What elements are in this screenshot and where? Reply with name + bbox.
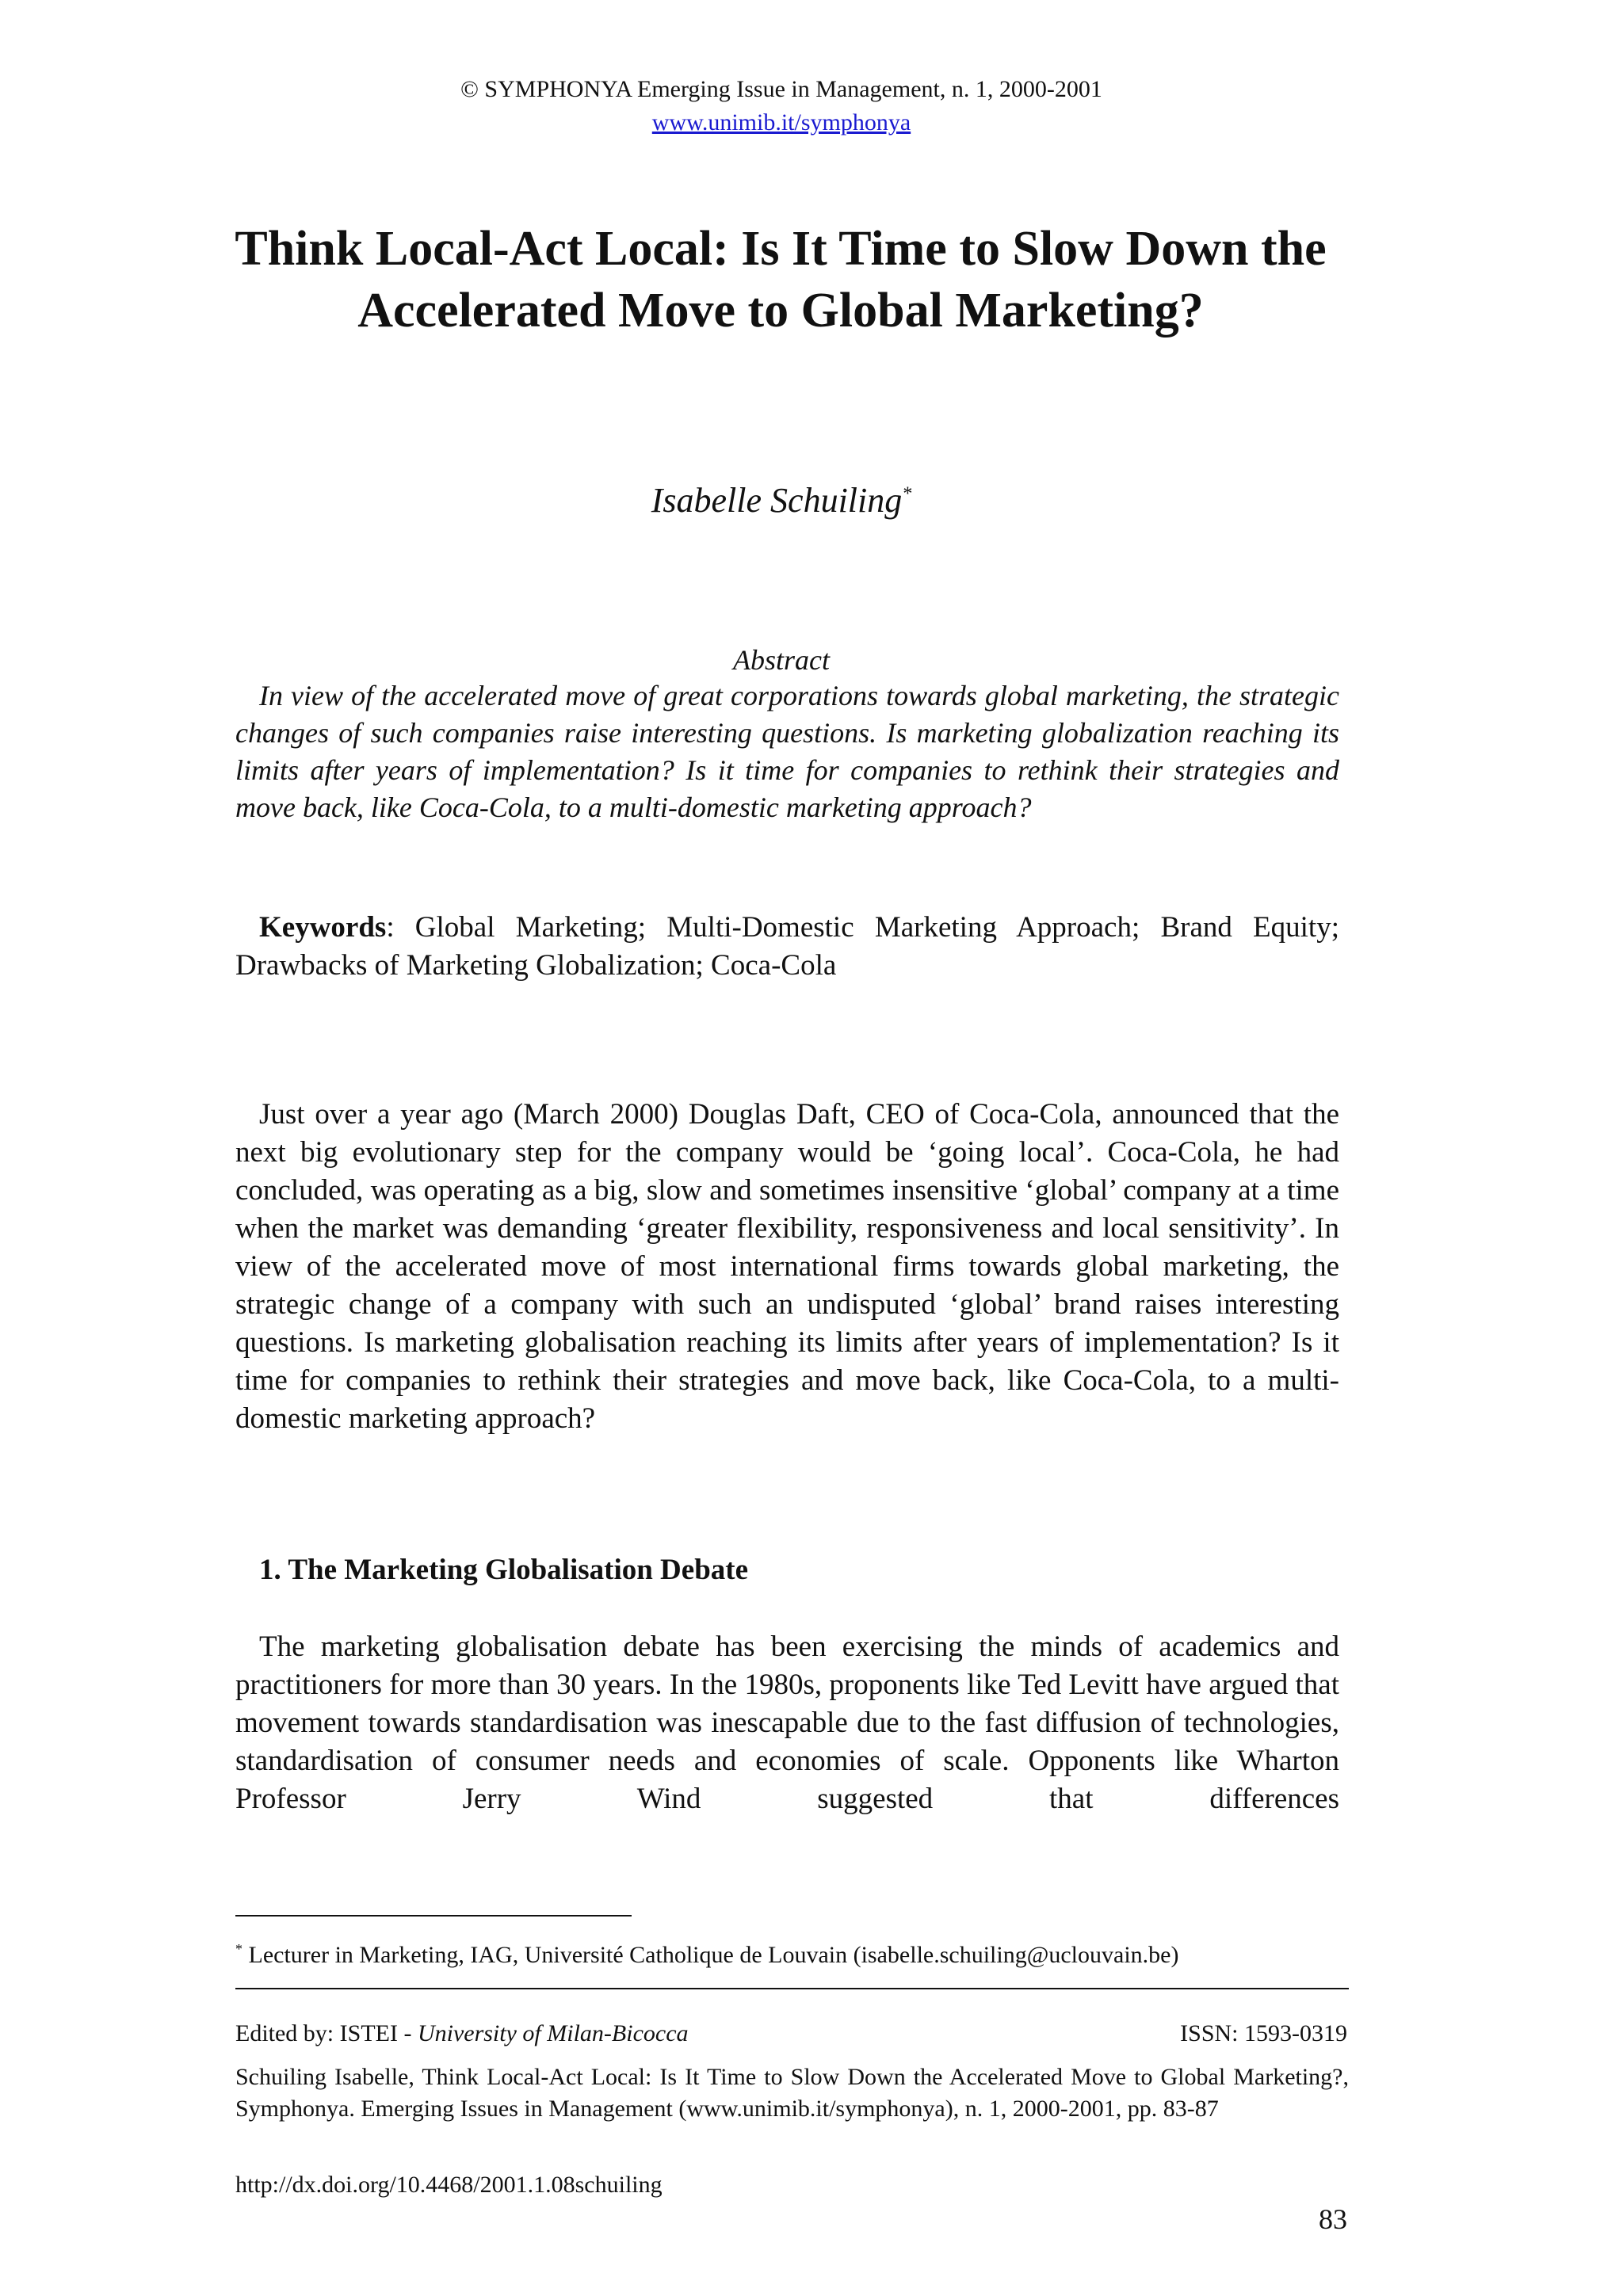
footnote-text: Lecturer in Marketing, IAG, Université Catholique de Louvain (isabelle.schuiling@uclouvain.be) — [248, 1942, 1179, 1968]
author-footnote-mark: * — [902, 483, 912, 505]
keywords-paragraph — [235, 909, 1339, 985]
doi-link[interactable]: http://dx.doi.org/10.4468/2001.1.08schuiling — [235, 2172, 663, 2198]
edited-by-label: Edited by: ISTEI - — [235, 2020, 418, 2046]
article-title: Think Local-Act Local: Is It Time to Slow Down the Accelerated Move to Global Marketing? — [235, 222, 1327, 338]
journal-url-link[interactable]: www.unimib.it/symphonya — [651, 109, 911, 135]
footnote-divider — [235, 1915, 632, 1917]
citation: Schuiling Isabelle, Think Local-Act Local: Is It Time to Slow Down the Accelerated Move to Global Marketing?, Symphonya. Emerging Issues in Management (www.unimib.it/symphonya), n. 1, 2000-2001, pp. 83-87 — [235, 2064, 1349, 2122]
issn: ISSN: 1593-0319 — [1180, 2020, 1347, 2046]
edited-by — [235, 2020, 689, 2047]
keywords-label: Keywords — [259, 911, 387, 944]
footnote — [235, 1941, 1361, 1969]
keywords-text: : Global Marketing; Multi-Domestic Marketing Approach; Brand Equity; Drawbacks of Marketing Globalization; Coca-Cola — [235, 911, 1339, 982]
edited-by-institution: University of Milan-Bicocca — [417, 2020, 689, 2046]
abstract-heading: Abstract — [733, 644, 830, 676]
section-paragraph: The marketing globalisation debate has been exercising the minds of academics and practitioners for more than 30 years. In the 1980s, proponents like Ted Levitt have argued that movement towards standardisation was inescapable due to the fast diffusion of technologies, standardisation of consumer needs and economies of scale. Opponents like Wharton Professor Jerry Wind suggested that differences — [235, 1630, 1339, 1815]
section-heading: 1. The Marketing Globalisation Debate — [259, 1554, 749, 1586]
footer-divider — [235, 1988, 1349, 1989]
abstract-body: In view of the accelerated move of great corporations towards global marketing, the strategic changes of such companies raise interesting questions. Is marketing globalization reaching its limits after years of implementation? Is it time for companies to rethink their strategies and move back, like Coca-Cola, to a multi-domestic marketing approach? — [235, 680, 1339, 823]
footnote-mark: * — [235, 1941, 242, 1957]
journal-header: © SYMPHONYA Emerging Issue in Management, n. 1, 2000-2001 — [460, 76, 1102, 102]
author-name: Isabelle Schuiling — [651, 481, 903, 520]
intro-paragraph: Just over a year ago (March 2000) Douglas Daft, CEO of Coca-Cola, announced that the next big evolutionary step for the company would be ‘going local’. Coca-Cola, he had concluded, was operating as a big, slow and sometimes insensitive ‘global’ company at a time when the market was demanding ‘greater flexibility, responsiveness and local sensitivity’. In view of the accelerated move of most international firms towards global marketing, the strategic change of a company with such an undisputed ‘global’ brand raises interesting questions. Is marketing globalisation reaching its limits after years of implementation? Is it time for companies to rethink their strategies and move back, like Coca-Cola, to a multi-domestic marketing approach? — [235, 1098, 1339, 1435]
page-number: 83 — [1319, 2203, 1347, 2235]
author-line — [0, 480, 1563, 521]
